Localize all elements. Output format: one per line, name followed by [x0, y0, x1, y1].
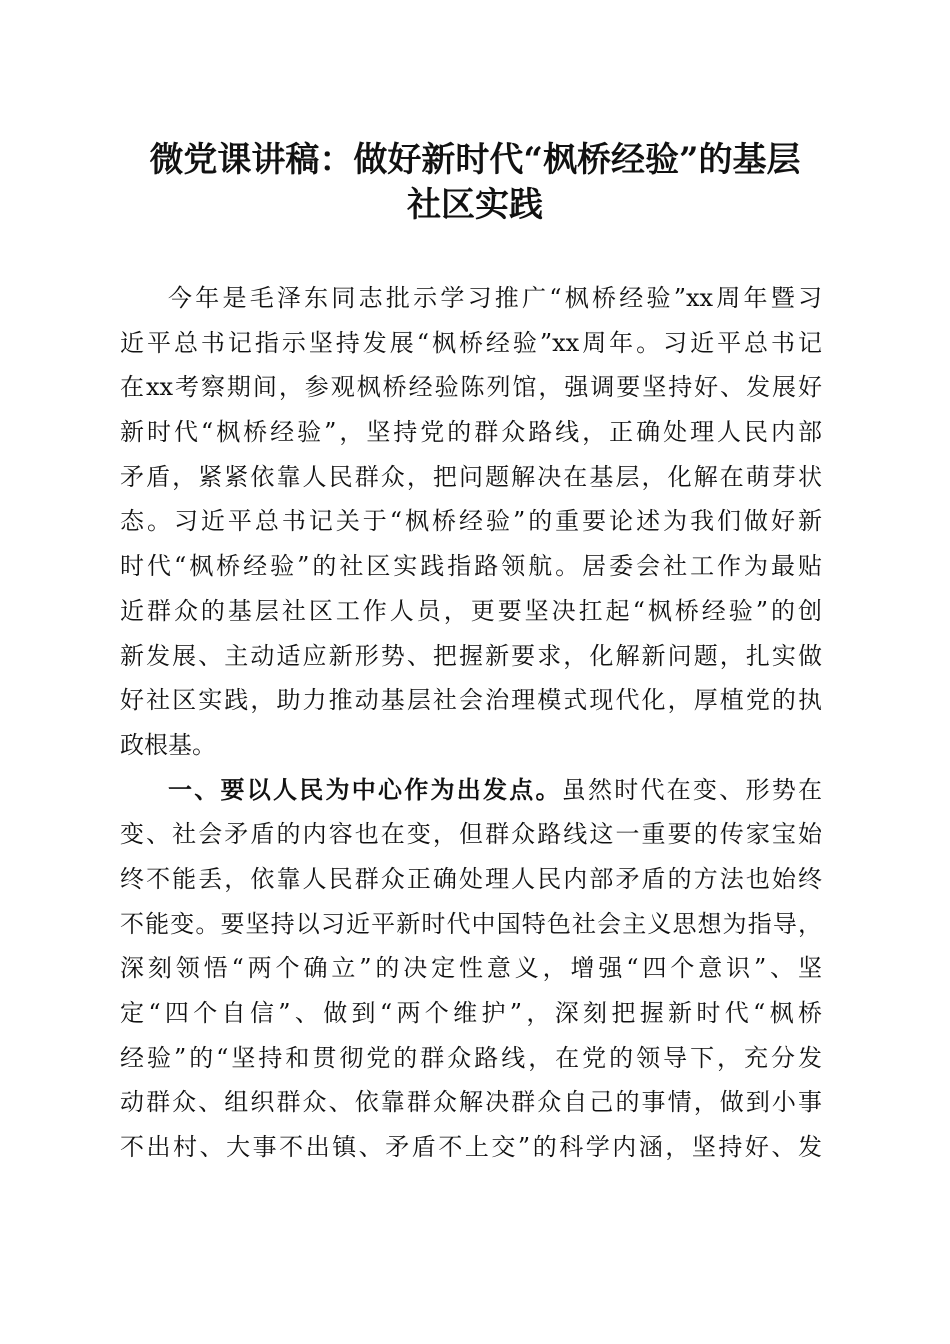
- document-title-line-2: 社区实践: [407, 185, 543, 225]
- document-body: [120, 276, 822, 1170]
- text-line: 终不能丢，依靠人民群众正确处理人民内部矛盾的方法也始终: [120, 864, 822, 893]
- paragraph-section-1: [120, 768, 822, 1170]
- text-line: 深刻领悟“两个确立”的决定性意义，增强“四个意识”、坚: [120, 954, 822, 983]
- text-line: 近群众的基层社区工作人员，更要坚决扛起“枫桥经验”的创: [120, 596, 822, 625]
- text-line: 变、社会矛盾的内容也在变，但群众路线这一重要的传家宝始: [120, 820, 822, 849]
- text-line: 不出村、大事不出镇、矛盾不上交”的科学内涵，坚持好、发: [120, 1133, 822, 1162]
- section-heading: 一、要以人民为中心作为出发点。: [168, 774, 562, 804]
- text-line: 不能变。要坚持以习近平新时代中国特色社会主义思想为指导，: [120, 909, 822, 938]
- document-title-line-1: 微党课讲稿：做好新时代“枫桥经验”的基层: [149, 140, 801, 180]
- text-line: 矛盾，紧紧依靠人民群众，把问题解决在基层，化解在萌芽状: [120, 462, 822, 491]
- text-line: 新时代“枫桥经验”，坚持党的群众路线，正确处理人民内部: [120, 418, 822, 447]
- paragraph-intro: [120, 276, 822, 768]
- text-line: 时代“枫桥经验”的社区实践指路领航。居委会社工作为最贴: [120, 552, 822, 581]
- text-line: [120, 768, 822, 813]
- text-line: 政根基。: [120, 730, 216, 759]
- text-line: 动群众、组织群众、依靠群众解决群众自己的事情，做到小事: [120, 1088, 822, 1117]
- text-span: 虽然时代在变、形势在: [561, 775, 822, 804]
- text-line: 新发展、主动适应新形势、把握新要求，化解新问题，扎实做: [120, 641, 822, 670]
- text-line: 今年是毛泽东同志批示学习推广“枫桥经验”xx周年暨习: [168, 284, 822, 312]
- text-line: 好社区实践，助力推动基层社会治理模式现代化，厚植党的执: [120, 686, 822, 715]
- text-line: 在xx考察期间，参观枫桥经验陈列馆，强调要坚持好、发展好: [120, 373, 822, 402]
- text-line: 态。习近平总书记关于“枫桥经验”的重要论述为我们做好新: [120, 507, 822, 536]
- text-line: 经验”的“坚持和贯彻党的群众路线，在党的领导下，充分发: [120, 1043, 822, 1072]
- text-line: 定“四个自信”、做到“两个维护”，深刻把握新时代“枫桥: [120, 999, 822, 1027]
- text-line: 近平总书记指示坚持发展“枫桥经验”xx周年。习近平总书记: [120, 328, 822, 357]
